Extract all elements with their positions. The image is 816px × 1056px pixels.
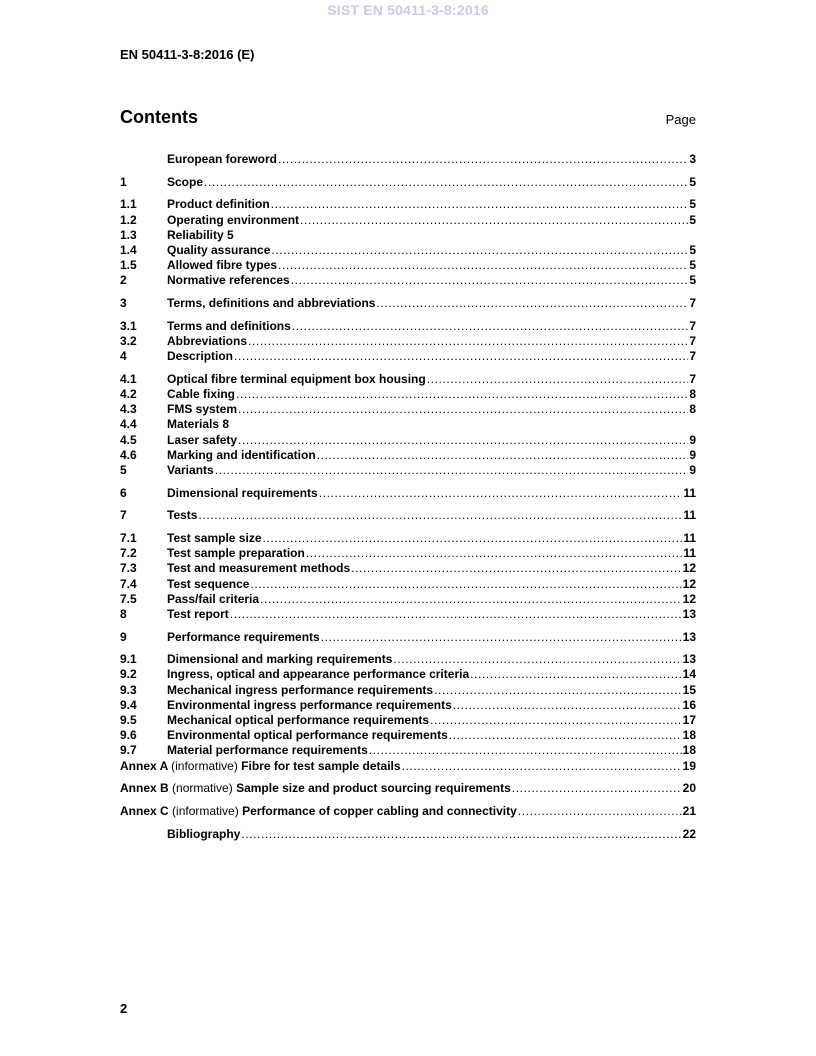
toc-entry-number: 4.4 (120, 417, 137, 432)
toc-entry-number: 3.1 (120, 318, 137, 333)
toc-entry-number: 1 (120, 174, 127, 189)
toc-entry-page: 11 (683, 508, 696, 523)
toc-entry-number: 1.1 (120, 197, 137, 212)
dot-leader (512, 781, 682, 796)
toc-entry-title: Description (167, 349, 234, 364)
toc-entry-title: Marking and identification (167, 447, 316, 462)
toc-entry[interactable] (120, 273, 696, 288)
toc-entry-number: 1.3 (120, 227, 137, 242)
dot-leader (470, 667, 682, 682)
toc-entry[interactable] (120, 743, 696, 758)
annex-kind: (informative) (171, 758, 238, 773)
toc-entry-page: 9 (689, 432, 696, 447)
annex-title: Performance of copper cabling and connectivity (242, 803, 517, 818)
table-of-contents (120, 152, 696, 842)
toc-entry[interactable] (120, 652, 696, 667)
dot-leader (453, 698, 682, 713)
dot-leader (321, 630, 682, 645)
dot-leader (393, 652, 681, 667)
annex-kind: (normative) (172, 781, 233, 796)
toc-entry-number: 4.5 (120, 432, 137, 447)
toc-entry-title (120, 759, 401, 774)
dot-leader (234, 349, 688, 364)
toc-entry-page: 21 (682, 803, 696, 818)
dot-leader (236, 387, 688, 402)
toc-entry[interactable] (120, 728, 696, 743)
toc-entry-page: 16 (682, 697, 696, 712)
toc-entry[interactable] (120, 448, 696, 463)
document-id: EN 50411-3-8:2016 (E) (120, 47, 255, 62)
toc-entry-title: Allowed fibre types (167, 258, 278, 273)
toc-entry[interactable] (120, 463, 696, 478)
toc-entry-number: 9.4 (120, 697, 137, 712)
toc-entry-title: Material performance requirements (167, 743, 368, 758)
dot-leader (317, 448, 689, 463)
toc-entry-title: Mechanical ingress performance requirements (167, 682, 434, 697)
toc-entry-title: Ingress, optical and appearance performance criteria (167, 667, 470, 682)
toc-entry[interactable] (120, 577, 696, 592)
dot-leader (198, 508, 682, 523)
dot-leader (230, 607, 682, 622)
toc-entry-number: 4.1 (120, 371, 137, 386)
toc-entry[interactable] (120, 531, 696, 546)
dot-leader (402, 759, 682, 774)
toc-entry-page: 9 (689, 447, 696, 462)
dot-leader (449, 728, 682, 743)
toc-entry-page: 3 (689, 152, 696, 166)
toc-entry[interactable] (120, 607, 696, 622)
toc-entry-page: 13 (682, 652, 696, 667)
toc-entry[interactable] (120, 387, 696, 402)
toc-entry[interactable] (120, 698, 696, 713)
toc-entry[interactable] (120, 561, 696, 576)
toc-entry-number: 9.1 (120, 652, 137, 667)
toc-entry-title: Dimensional requirements (167, 485, 318, 500)
toc-entry-number: 2 (120, 273, 127, 288)
dot-leader (238, 402, 688, 417)
toc-entry[interactable] (120, 667, 696, 682)
page-number: 2 (120, 1001, 128, 1016)
toc-entry-page: 12 (682, 561, 696, 576)
toc-entry[interactable] (120, 296, 696, 311)
toc-entry-title: Tests (167, 508, 198, 523)
dot-leader (271, 197, 689, 212)
annex-label: Annex C (120, 803, 169, 818)
toc-entry-number: 4.3 (120, 402, 137, 417)
toc-entry[interactable] (120, 197, 696, 212)
dot-leader (376, 296, 688, 311)
toc-entry-number: 9.2 (120, 667, 137, 682)
annex-label: Annex B (120, 781, 169, 796)
dot-leader (306, 546, 682, 561)
toc-entry-number: 9 (120, 629, 127, 644)
toc-entry-number: 4.6 (120, 447, 137, 462)
dot-leader (271, 243, 688, 258)
toc-entry[interactable] (120, 433, 696, 448)
dot-leader (351, 561, 681, 576)
toc-entry[interactable] (120, 417, 696, 432)
toc-entry-title: Variants (167, 462, 214, 477)
toc-entry[interactable] (120, 152, 696, 167)
toc-entry-page: 5 (689, 197, 696, 212)
toc-entry-page: 7 (689, 371, 696, 386)
dot-leader (430, 713, 682, 728)
toc-entry-number: 5 (120, 462, 127, 477)
toc-entry-number: 1.2 (120, 212, 137, 227)
dot-leader (278, 258, 688, 273)
toc-entry-page: 5 (689, 242, 696, 257)
toc-entry[interactable] (120, 508, 696, 523)
toc-entry-page: 14 (682, 667, 696, 682)
dot-leader (518, 804, 682, 819)
toc-entry-title: Test sample size (167, 530, 262, 545)
toc-entry-number: 7.4 (120, 576, 137, 591)
toc-entry-title: Performance requirements (167, 629, 320, 644)
toc-entry-title: Operating environment (167, 212, 300, 227)
toc-entry[interactable] (120, 402, 696, 417)
dot-leader (319, 486, 683, 501)
toc-entry[interactable] (120, 228, 696, 243)
toc-entry-title: Environmental optical performance requirements (167, 728, 448, 743)
toc-entry[interactable] (120, 349, 696, 364)
toc-entry[interactable] (120, 486, 696, 501)
toc-entry-title: European foreword (167, 152, 278, 166)
toc-entry-page: 19 (682, 758, 696, 773)
toc-entry-title: Optical fibre terminal equipment box housing (167, 371, 426, 386)
toc-entry[interactable] (120, 243, 696, 258)
watermark: SIST EN 50411-3-8:2016 (327, 2, 489, 18)
toc-entry-number: 9.3 (120, 682, 137, 697)
dot-leader (238, 433, 688, 448)
toc-entry-page: 11 (683, 546, 696, 561)
dot-leader (260, 592, 682, 607)
toc-entry-page: 5 (689, 212, 696, 227)
toc-entry-title: Product definition (167, 197, 270, 212)
toc-entry-number: 9.6 (120, 728, 137, 743)
toc-entry[interactable] (120, 372, 696, 387)
toc-entry-page: 7 (689, 349, 696, 364)
toc-entry-title: Environmental ingress performance requirements (167, 697, 452, 712)
toc-entry-number: 6 (120, 485, 127, 500)
toc-entry-title: Test report (167, 606, 229, 621)
toc-entry-title: Cable fixing (167, 386, 236, 401)
toc-entry-title: Bibliography (167, 826, 241, 841)
toc-entry-number: 4 (120, 349, 127, 364)
dot-leader (241, 827, 681, 842)
toc-entry-title (120, 781, 511, 796)
toc-entry-page: 8 (689, 386, 696, 401)
toc-entry-title: Normative references (167, 273, 290, 288)
toc-entry[interactable] (120, 592, 696, 607)
toc-entry-page: 12 (682, 591, 696, 606)
toc-entry-title: Laser safety (167, 432, 238, 447)
toc-entry-title: FMS system (167, 402, 238, 417)
toc-entry-title: Abbreviations (167, 333, 248, 348)
toc-entry-page: 11 (683, 485, 696, 500)
toc-entry[interactable] (120, 759, 696, 774)
toc-entry[interactable] (120, 334, 696, 349)
toc-entry-title: Terms and definitions (167, 318, 291, 333)
toc-entry-page: 5 (689, 174, 696, 189)
toc-entry[interactable] (120, 827, 696, 842)
toc-entry[interactable] (120, 175, 696, 190)
toc-entry-page: 13 (682, 606, 696, 621)
annex-title: Sample size and product sourcing requirements (236, 781, 511, 796)
toc-entry-title: Mechanical optical performance requirements (167, 713, 430, 727)
toc-entry-title: Materials 8 (167, 417, 230, 432)
toc-entry[interactable] (120, 213, 696, 228)
toc-entry[interactable] (120, 319, 696, 334)
toc-entry-number: 3 (120, 296, 127, 310)
toc-entry-number: 1.5 (120, 258, 137, 273)
toc-entry-title: Scope (167, 174, 204, 189)
toc-entry[interactable] (120, 683, 696, 698)
toc-entry[interactable] (120, 258, 696, 273)
toc-entry-title: Dimensional and marking requirements (167, 652, 393, 667)
dot-leader (215, 463, 689, 478)
toc-entry-number: 7.5 (120, 591, 137, 606)
dot-leader (291, 273, 689, 288)
toc-entry-page: 20 (682, 781, 696, 796)
toc-entry[interactable] (120, 804, 696, 819)
toc-entry-page: 7 (689, 318, 696, 333)
dot-leader (248, 334, 688, 349)
toc-entry-page: 8 (689, 402, 696, 417)
toc-entry-title: Test sample preparation (167, 546, 305, 561)
toc-entry-page: 9 (689, 462, 696, 477)
toc-entry-page: 7 (689, 296, 696, 310)
toc-entry-title (120, 804, 517, 819)
dot-leader (263, 531, 683, 546)
toc-entry-title: Terms, definitions and abbreviations (167, 296, 376, 310)
toc-entry-page: 18 (682, 743, 696, 758)
toc-entry-title: Reliability 5 (167, 227, 234, 242)
toc-entry-number: 8 (120, 606, 127, 621)
toc-entry[interactable] (120, 781, 696, 796)
toc-entry-number: 7.3 (120, 561, 137, 576)
toc-entry[interactable] (120, 546, 696, 561)
contents-heading: Contents (120, 107, 198, 127)
toc-entry[interactable] (120, 630, 696, 645)
toc-entry-page: 17 (682, 713, 696, 727)
dot-leader (369, 743, 682, 758)
dot-leader (278, 152, 688, 167)
dot-leader (250, 577, 681, 592)
dot-leader (300, 213, 688, 228)
toc-entry-title: Test sequence (167, 576, 250, 591)
annex-title: Fibre for test sample details (241, 758, 401, 773)
toc-entry-page: 11 (683, 530, 696, 545)
toc-entry-number: 7 (120, 508, 127, 523)
toc-entry-number: 7.2 (120, 546, 137, 561)
toc-entry[interactable] (120, 713, 696, 728)
dot-leader (434, 683, 682, 698)
toc-entry-number: 9.5 (120, 713, 137, 727)
toc-entry-title: Test and measurement methods (167, 561, 351, 576)
toc-entry-page: 5 (689, 273, 696, 288)
toc-entry-page: 18 (682, 728, 696, 743)
toc-entry-number: 1.4 (120, 242, 137, 257)
toc-entry-number: 4.2 (120, 386, 137, 401)
toc-entry-number: 3.2 (120, 333, 137, 348)
toc-entry-page: 7 (689, 333, 696, 348)
dot-leader (292, 319, 689, 334)
toc-entry-page: 13 (682, 629, 696, 644)
toc-entry-title: Quality assurance (167, 242, 271, 257)
dot-leader (204, 175, 688, 190)
annex-kind: (informative) (172, 803, 239, 818)
annex-label: Annex A (120, 758, 168, 773)
dot-leader (427, 372, 689, 387)
toc-entry-page: 22 (682, 826, 696, 841)
toc-entry-number: 9.7 (120, 743, 137, 758)
toc-entry-page: 5 (689, 258, 696, 273)
toc-entry-title: Pass/fail criteria (167, 591, 260, 606)
toc-entry-page: 15 (682, 682, 696, 697)
toc-entry-page: 12 (682, 576, 696, 591)
toc-entry-number: 7.1 (120, 530, 137, 545)
page-column-label: Page (665, 112, 696, 127)
